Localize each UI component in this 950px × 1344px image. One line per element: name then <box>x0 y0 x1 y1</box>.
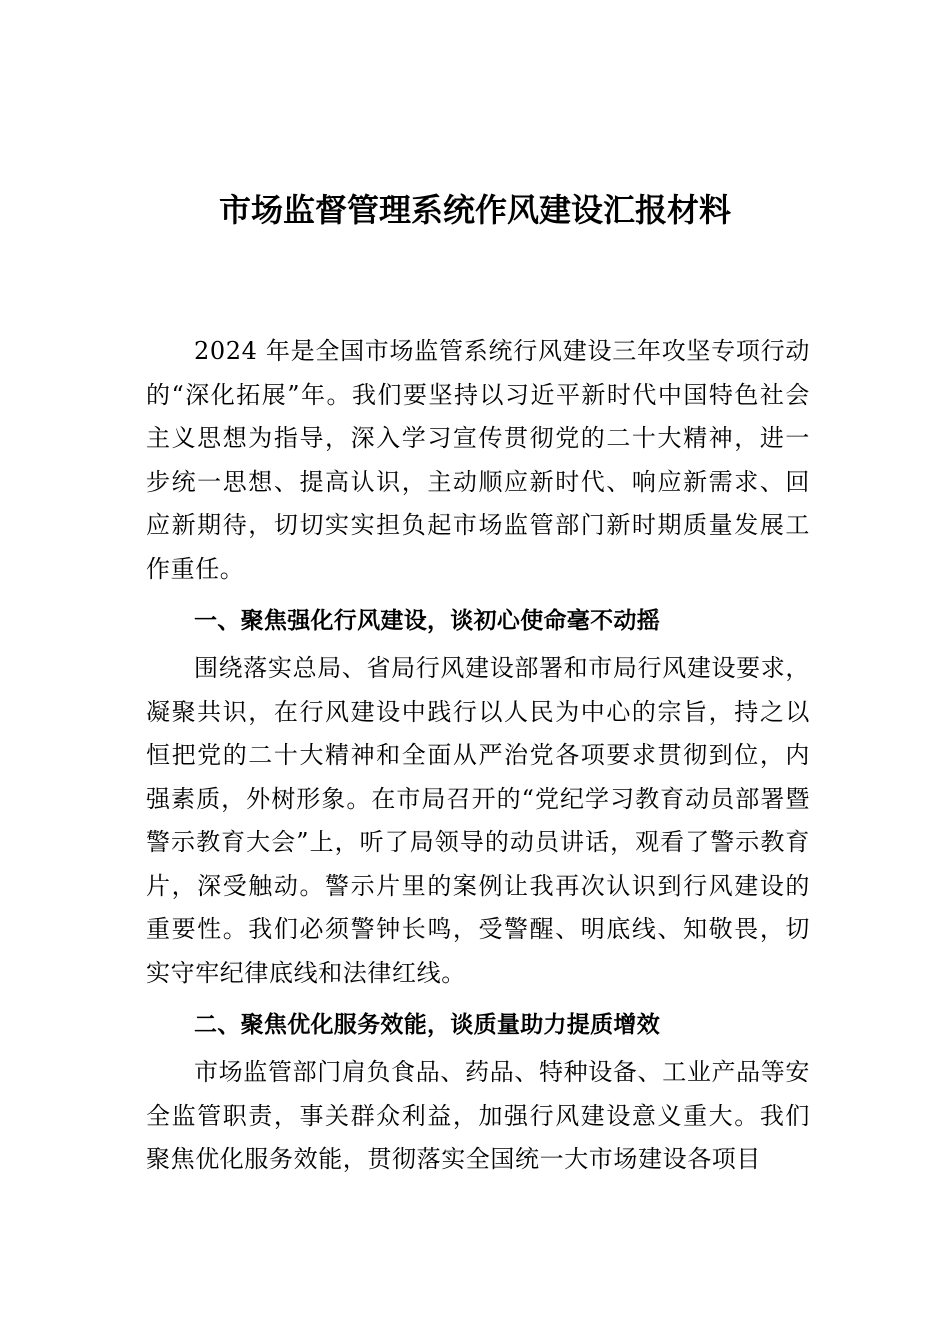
section-text-1: 围绕落实总局、省局行风建设部署和市局行风建设要求，凝聚共识，在行风建设中践行以人民为中心的宗旨，持之以恒把党的二十大精神和全面从严治党各项要求贯彻到位，内强素质，外树形象。在市局召开的“党纪学习教育动员部署暨警示教育大会”上，听了局领导的动员讲话，观看了警示教育片，深受触动。警示片里的案例让我再次认识到行风建设的重要性。我们必须警钟长鸣，受警醒、明底线、知敬畏，切实守牢纪律底线和法律红线。 <box>146 654 810 987</box>
section-heading-1: 一、聚焦强化行风建设，谈初心使命毫不动摇 <box>194 608 660 634</box>
document-body <box>146 330 810 1182</box>
section-heading-2: 二、聚焦优化服务效能，谈质量助力提质增效 <box>194 1012 660 1038</box>
intro-paragraph: 2024 年是全国市场监管系统行风建设三年攻坚专项行动的“深化拓展”年。我们要坚持以习近平新时代中国特色社会主义思想为指导，深入学习宣传贯彻党的二十大精神，进一步统一思想、提高认识，主动顺应新时代、响应新需求、回应新期待，切切实实担负起市场监管部门新时期质量发展工作重任。 <box>146 337 810 583</box>
document-title: 市场监督管理系统作风建设汇报材料 <box>218 191 731 229</box>
section-text-2: 市场监管部门肩负食品、药品、特种设备、工业产品等安全监管职责，事关群众利益，加强行风建设意义重大。我们聚焦优化服务效能，贯彻落实全国统一大市场建设各项目 <box>146 1058 810 1173</box>
